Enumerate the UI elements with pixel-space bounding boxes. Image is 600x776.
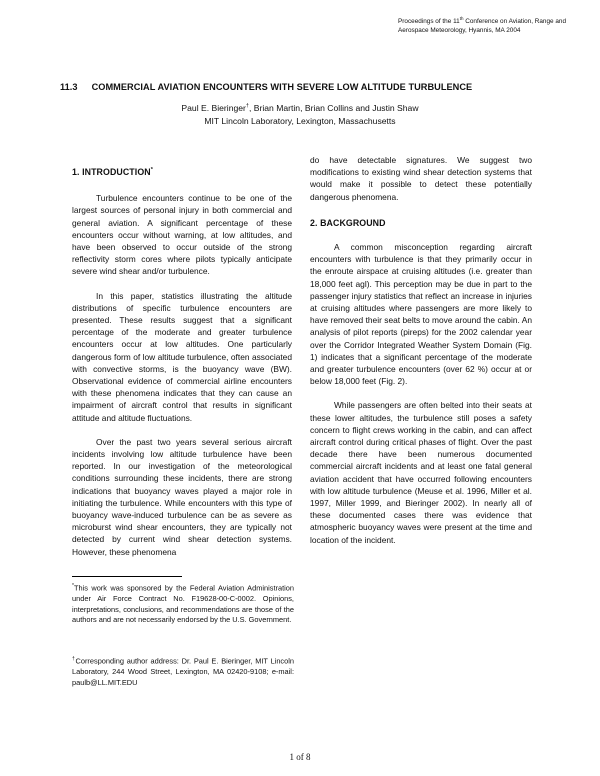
footnote-author-address <box>72 654 294 688</box>
right-column <box>310 154 532 546</box>
intro-paragraph-3: Over the past two years several serious aircraft incidents involving low altitude turbulence have been reported. In our investigation of the meteorological conditions surrounding these incidents, there are strong indications that buoyancy waves played a major role in initiating the turbulence. While encounters with this type of buoyancy wave-induced turbulence can be as severe as microburst wind shear encounters, they are typically not detected by current wind shear detection systems. However, these phenomena <box>72 436 292 557</box>
footnote-divider <box>72 576 182 577</box>
author-mark: † <box>245 103 249 109</box>
page-number: 1 of 8 <box>289 752 311 762</box>
background-heading: 2. BACKGROUND <box>310 217 386 228</box>
proceedings-post: Conference on Aviation, Range and Aerospace Meteorology, Hyannis, MA 2004 <box>398 18 567 35</box>
background-paragraph-2: While passengers are often belted into their seats at these lower altitudes, the turbulence still poses a safety concern to flight crews working in the cabin, and can affect aircraft control during critical phases of flight. Over the past decade there have been numerous documented commercial aircraft incidents and at least one fatal general aviation accident that have occurred following encounters with low altitude turbulence (Meuse et al. 1996, Miller et al. 1997, Miller 1999, and Bieringer 2002). In nearly all of these documented cases there was evidence that atmospheric buoyancy waves were present at the time and location of the incident. <box>310 400 532 545</box>
footnote-sponsor <box>72 581 294 626</box>
footnote-sponsor-mark: * <box>72 583 74 589</box>
footnote-author-mark: † <box>72 656 76 662</box>
footnote-author-text: Corresponding author address: Dr. Paul E. Bieringer, MIT Lincoln Laboratory, 244 Wood Street, Lexington, MA 02420-9108; e-mail: paulb@LL.MIT.EDU <box>72 656 294 687</box>
proceedings-header <box>398 14 594 35</box>
intro-paragraph-2: In this paper, statistics illustrating the altitude distributions of specific turbulence encounters are presented. These results suggest that a significant percentage of the moderate and greater turbulence encounters occur at low altitudes. One particularly dangerous form of low altitude turbulence, often associated with convective storms, is the buoyancy wave (BW). Observational evidence of commercial airline encounters with these phenomena indicates that they can cause an impairment of aircraft control that results in significant attitude and altitude fluctuations. <box>72 290 292 423</box>
affiliation: MIT Lincoln Laboratory, Lexington, Massachusetts <box>204 115 396 126</box>
author-block <box>60 100 540 128</box>
intro-heading-mark: * <box>150 167 153 173</box>
left-column <box>72 164 292 558</box>
authors-pre: Paul E. Bieringer <box>181 102 246 113</box>
proceedings-sup: th <box>459 16 464 21</box>
intro-paragraph-1: Turbulence encounters continue to be one of the largest sources of personal injury in both commercial and general aviation. A significant percentage of these encounters occur without warning, at low altitudes, and have been observed to occur outside of the strong reflectivity storm cores where pilots typically anticipate severe wind shear and/or turbulence. <box>72 193 292 277</box>
paper-title-text: COMMERCIAL AVIATION ENCOUNTERS WITH SEVERE LOW ALTITUDE TURBULENCE <box>91 82 473 92</box>
author-line <box>60 100 540 115</box>
footnote-sponsor-text: This work was sponsored by the Federal Aviation Administration under Air Force Contract No. F19628-00-C-0002. Opinions, interpretations, conclusions, and recommendations are those of the authors and are not necessarily endorsed by the U.S. Government. <box>72 583 294 625</box>
intro-heading-text: 1. INTRODUCTION <box>72 166 151 177</box>
paper-number: 11.3 <box>60 82 78 92</box>
proceedings-pre: Proceedings of the 11 <box>398 18 460 26</box>
intro-heading <box>72 164 292 178</box>
intro-paragraph-3-cont: do have detectable signatures. We suggest two modifications to existing wind shear detection systems that would make it possible to detect these potentially dangerous phenomena. <box>310 155 532 202</box>
paper-title <box>60 82 540 92</box>
background-paragraph-1: A common misconception regarding aircraft encounters with turbulence is that they primarily occur in the enroute airspace at cruising altitudes (i.e. greater than 18,000 feet agl). This perception may be due in part to the passenger injury statistics that reflect an increase in injuries at cruising altitudes where passengers are more likely to have removed their seat belts to move around the cabin. An analysis of pilot reports (pireps) for the 2002 calendar year over the Corridor Integrated Weather System Domain (Fig. 1) indicates that a significant percentage of the moderate and greater turbulence encounters (over 62 %) occur at or below 18,000 feet (Fig. 2). <box>310 242 532 387</box>
authors-post: , Brian Martin, Brian Collins and Justin Shaw <box>248 102 419 113</box>
